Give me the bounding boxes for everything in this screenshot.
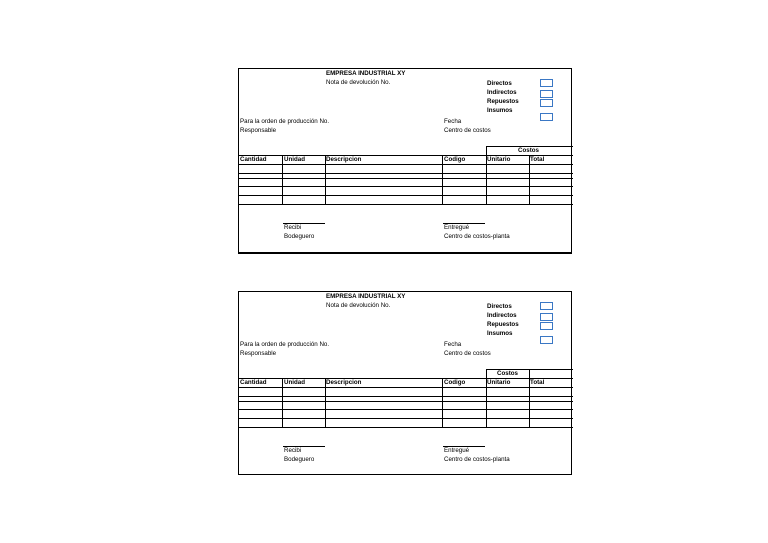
category-indirectos-label: Indirectos	[487, 312, 517, 319]
column-divider	[282, 155, 283, 204]
return-note-number-label: Nota de devolución No.	[326, 79, 391, 86]
date-label: Fecha	[444, 118, 462, 125]
column-divider	[282, 378, 283, 427]
table-row-line	[239, 396, 573, 397]
table-row-line	[239, 387, 573, 388]
checkbox-directos[interactable]	[540, 302, 553, 310]
return-note-number-label: Nota de devolución No.	[326, 302, 391, 309]
production-order-label: Para la orden de producción No.	[240, 341, 330, 348]
table-bottom-line	[239, 204, 573, 205]
column-header-codigo: Codigo	[444, 156, 466, 163]
company-name: EMPRESA INDUSTRIAL XY	[326, 70, 406, 77]
received-label: Recibi	[284, 224, 302, 231]
delivered-label: Entregué	[444, 224, 470, 231]
column-header-unitario: Unitario	[487, 379, 511, 386]
column-header-descripcion: Descripcion	[326, 156, 362, 163]
plant-cost-center-label: Centro de costos-planta	[444, 233, 510, 240]
category-insumos-label: Insumos	[487, 107, 513, 114]
responsible-label: Responsable	[240, 350, 277, 357]
checkbox-repuestos[interactable]	[540, 99, 553, 107]
column-divider	[529, 369, 530, 427]
received-label: Recibi	[284, 447, 302, 454]
table-row-line	[239, 401, 573, 402]
cost-center-label: Centro de costos	[444, 350, 491, 357]
table-bottom-line	[239, 427, 573, 428]
column-header-total: Total	[530, 379, 545, 386]
category-directos-label: Directos	[487, 303, 512, 310]
column-header-codigo: Codigo	[444, 379, 466, 386]
responsible-label: Responsable	[240, 127, 277, 134]
warehouse-keeper-label: Bodeguero	[284, 456, 315, 463]
cost-center-label: Centro de costos	[444, 127, 491, 134]
column-header-cantidad: Cantidad	[240, 156, 267, 163]
return-note-form-2	[238, 291, 572, 475]
production-order-label: Para la orden de producción No.	[240, 118, 330, 125]
table-row-line	[239, 173, 573, 174]
column-header-cantidad: Cantidad	[240, 379, 267, 386]
costs-header: Costos	[518, 147, 539, 154]
column-divider	[486, 146, 487, 204]
column-divider	[442, 378, 443, 427]
checkbox-directos[interactable]	[540, 79, 553, 87]
checkbox-indirectos[interactable]	[540, 313, 553, 321]
column-header-descripcion: Descripcion	[326, 379, 362, 386]
table-row-line	[239, 186, 573, 187]
column-header-unidad: Unidad	[284, 156, 305, 163]
warehouse-keeper-label: Bodeguero	[284, 233, 315, 240]
checkbox-insumos[interactable]	[540, 336, 553, 344]
table-row-line	[239, 409, 573, 410]
company-name: EMPRESA INDUSTRIAL XY	[326, 293, 406, 300]
column-divider	[325, 378, 326, 427]
checkbox-insumos[interactable]	[540, 113, 553, 121]
delivered-label: Entregué	[444, 447, 470, 454]
table-row-line	[239, 195, 573, 196]
date-label: Fecha	[444, 341, 462, 348]
column-divider	[486, 369, 487, 427]
checkbox-repuestos[interactable]	[540, 322, 553, 330]
column-header-total: Total	[530, 156, 545, 163]
plant-cost-center-label: Centro de costos-planta	[444, 456, 510, 463]
category-indirectos-label: Indirectos	[487, 89, 517, 96]
column-header-unitario: Unitario	[487, 156, 511, 163]
column-divider	[442, 155, 443, 204]
category-repuestos-label: Repuestos	[487, 321, 519, 328]
category-insumos-label: Insumos	[487, 330, 513, 337]
table-row-line	[239, 164, 573, 165]
table-row-line	[239, 418, 573, 419]
column-divider	[325, 155, 326, 204]
category-directos-label: Directos	[487, 80, 512, 87]
column-header-unidad: Unidad	[284, 379, 305, 386]
table-row-line	[239, 178, 573, 179]
column-divider	[529, 155, 530, 204]
costs-header: Costos	[497, 370, 518, 377]
category-repuestos-label: Repuestos	[487, 98, 519, 105]
checkbox-indirectos[interactable]	[540, 90, 553, 98]
return-note-form-1	[238, 68, 572, 254]
